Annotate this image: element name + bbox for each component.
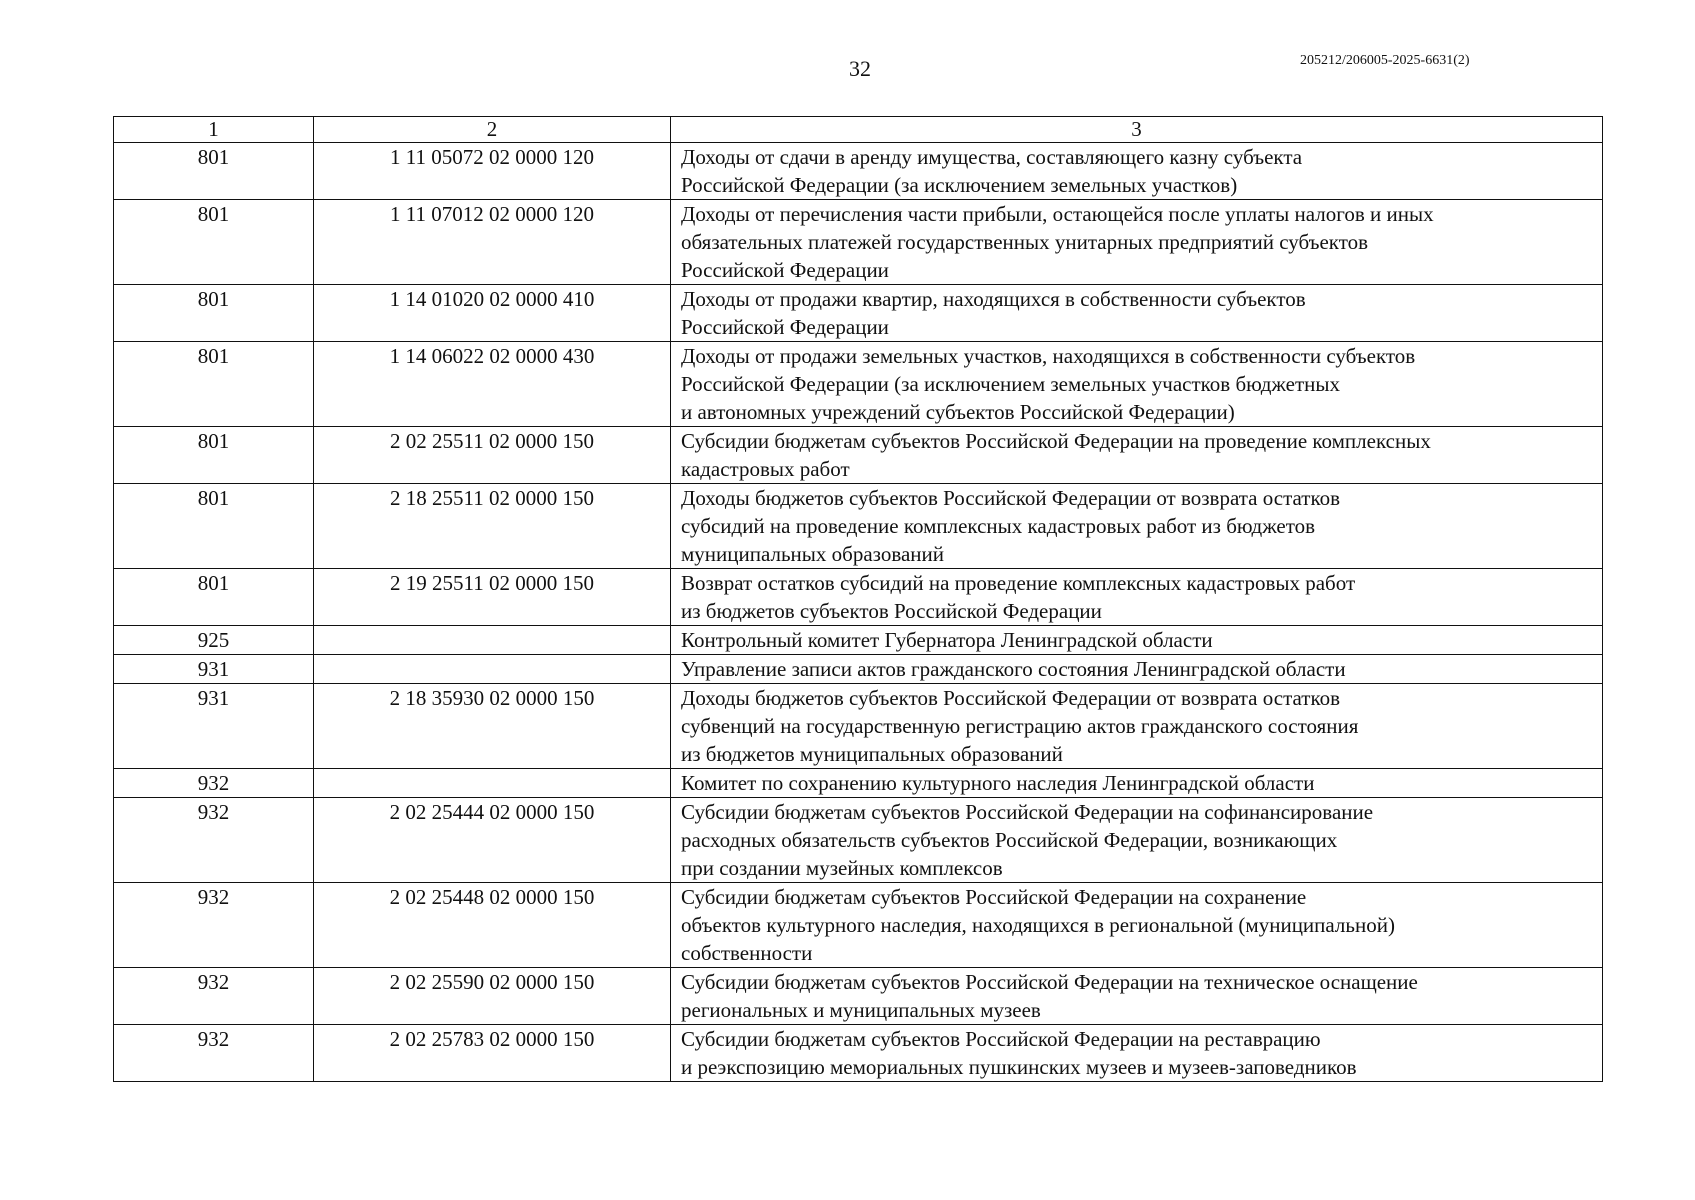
revenue-name-cell (671, 798, 1603, 883)
revenue-name-line: Доходы от перечисления части прибыли, остающейся после уплаты налогов и иных (681, 202, 1434, 226)
table-row (114, 798, 1603, 883)
table-row (114, 569, 1603, 626)
budget-classification-code-cell: 1 11 07012 02 0000 120 (314, 200, 671, 285)
revenue-name-line: Субсидии бюджетам субъектов Российской Федерации на софинансирование (681, 800, 1374, 824)
revenue-name-line: Российской Федерации (за исключением земельных участков) (681, 173, 1238, 197)
admin-code-cell: 801 (114, 285, 314, 342)
budget-classification-code-cell (314, 655, 671, 684)
page-number: 32 (849, 56, 871, 81)
revenue-name-line: муниципальных образований (681, 542, 944, 566)
budget-classification-code-cell: 2 02 25590 02 0000 150 (314, 968, 671, 1025)
budget-classification-code-cell: 2 02 25511 02 0000 150 (314, 427, 671, 484)
revenue-name-line: Российской Федерации (681, 258, 889, 282)
table-row (114, 200, 1603, 285)
table-row (114, 1025, 1603, 1082)
admin-code-cell: 931 (114, 684, 314, 769)
admin-code-cell: 932 (114, 798, 314, 883)
revenue-name-line: Доходы от продажи земельных участков, находящихся в собственности субъектов (681, 344, 1416, 368)
revenue-name-line: региональных и муниципальных музеев (681, 998, 1041, 1022)
revenue-name-cell (671, 626, 1603, 655)
admin-code-cell: 801 (114, 143, 314, 200)
revenue-name-cell (671, 684, 1603, 769)
budget-classification-code-cell: 1 11 05072 02 0000 120 (314, 143, 671, 200)
budget-classification-code-cell: 1 14 01020 02 0000 410 (314, 285, 671, 342)
table-row (114, 769, 1603, 798)
admin-code-cell: 801 (114, 342, 314, 427)
revenue-name-line: Субсидии бюджетам субъектов Российской Федерации на сохранение (681, 885, 1307, 909)
revenue-name-line: Контрольный комитет Губернатора Ленинградской области (681, 628, 1213, 652)
column-header-1: 1 (114, 117, 314, 143)
revenue-name-line: расходных обязательств субъектов Российской Федерации, возникающих (681, 828, 1338, 852)
revenue-name-line: Возврат остатков субсидий на проведение комплексных кадастровых работ (681, 571, 1356, 595)
revenue-name-line: Субсидии бюджетам субъектов Российской Федерации на техническое оснащение (681, 970, 1418, 994)
revenue-name-cell (671, 200, 1603, 285)
table-row (114, 968, 1603, 1025)
table-row (114, 427, 1603, 484)
revenue-name-line: Доходы бюджетов субъектов Российской Федерации от возврата остатков (681, 686, 1341, 710)
budget-classification-code-cell: 2 02 25783 02 0000 150 (314, 1025, 671, 1082)
revenue-name-line: Доходы от продажи квартир, находящихся в собственности субъектов (681, 287, 1306, 311)
budget-classification-code-cell: 2 02 25444 02 0000 150 (314, 798, 671, 883)
revenue-name-line: и автономных учреждений субъектов Российской Федерации) (681, 400, 1235, 424)
revenue-name-cell (671, 569, 1603, 626)
admin-code-cell: 925 (114, 626, 314, 655)
revenue-name-line: из бюджетов муниципальных образований (681, 742, 1063, 766)
revenue-name-cell (671, 655, 1603, 684)
revenue-name-line: Субсидии бюджетам субъектов Российской Федерации на проведение комплексных (681, 429, 1431, 453)
revenue-name-line: Управление записи актов гражданского состояния Ленинградской области (681, 657, 1346, 681)
revenue-name-line: субсидий на проведение комплексных кадастровых работ из бюджетов (681, 514, 1316, 538)
table-row (114, 684, 1603, 769)
budget-classification-code-cell: 1 14 06022 02 0000 430 (314, 342, 671, 427)
budget-classification-code-cell: 2 18 35930 02 0000 150 (314, 684, 671, 769)
admin-code-cell: 932 (114, 1025, 314, 1082)
revenue-name-line: объектов культурного наследия, находящихся в региональной (муниципальной) (681, 913, 1395, 937)
revenue-name-cell (671, 285, 1603, 342)
budget-classification-code-cell: 2 18 25511 02 0000 150 (314, 484, 671, 569)
revenue-name-line: обязательных платежей государственных унитарных предприятий субъектов (681, 230, 1369, 254)
revenue-name-cell (671, 769, 1603, 798)
revenue-name-line: из бюджетов субъектов Российской Федерации (681, 599, 1102, 623)
column-header-2: 2 (314, 117, 671, 143)
revenue-codes-table (113, 116, 1603, 1082)
revenue-name-line: Субсидии бюджетам субъектов Российской Федерации на реставрацию (681, 1027, 1321, 1051)
revenue-name-line: Доходы бюджетов субъектов Российской Федерации от возврата остатков (681, 486, 1341, 510)
table-row (114, 143, 1603, 200)
admin-code-cell: 801 (114, 484, 314, 569)
table-row (114, 626, 1603, 655)
budget-classification-code-cell (314, 626, 671, 655)
column-header-3: 3 (671, 117, 1603, 143)
admin-code-cell: 932 (114, 968, 314, 1025)
table-row (114, 883, 1603, 968)
table-row (114, 655, 1603, 684)
revenue-name-cell (671, 883, 1603, 968)
admin-code-cell: 801 (114, 200, 314, 285)
revenue-name-cell (671, 427, 1603, 484)
table-row (114, 285, 1603, 342)
table-body (114, 143, 1603, 1082)
admin-code-cell: 801 (114, 427, 314, 484)
revenue-name-cell (671, 968, 1603, 1025)
revenue-name-line: Доходы от сдачи в аренду имущества, составляющего казну субъекта (681, 145, 1303, 169)
revenue-name-cell (671, 143, 1603, 200)
budget-classification-code-cell: 2 02 25448 02 0000 150 (314, 883, 671, 968)
table-header-row (114, 117, 1603, 143)
revenue-name-line: Российской Федерации (за исключением земельных участков бюджетных (681, 372, 1341, 396)
revenue-name-line: субвенций на государственную регистрацию актов гражданского состояния (681, 714, 1359, 738)
document-id: 205212/206005-2025-6631(2) (1300, 53, 1470, 68)
admin-code-cell: 932 (114, 883, 314, 968)
revenue-name-line: собственности (681, 941, 813, 965)
revenue-name-cell (671, 342, 1603, 427)
revenue-name-line: кадастровых работ (681, 457, 850, 481)
budget-classification-code-cell: 2 19 25511 02 0000 150 (314, 569, 671, 626)
admin-code-cell: 932 (114, 769, 314, 798)
table-row (114, 342, 1603, 427)
revenue-name-line: Комитет по сохранению культурного наследия Ленинградской области (681, 771, 1315, 795)
revenue-name-cell (671, 1025, 1603, 1082)
budget-classification-code-cell (314, 769, 671, 798)
admin-code-cell: 801 (114, 569, 314, 626)
revenue-name-line: при создании музейных комплексов (681, 856, 1003, 880)
revenue-name-line: Российской Федерации (681, 315, 889, 339)
admin-code-cell: 931 (114, 655, 314, 684)
table-row (114, 484, 1603, 569)
revenue-name-cell (671, 484, 1603, 569)
revenue-name-line: и реэкспозицию мемориальных пушкинских музеев и музеев-заповедников (681, 1055, 1357, 1079)
